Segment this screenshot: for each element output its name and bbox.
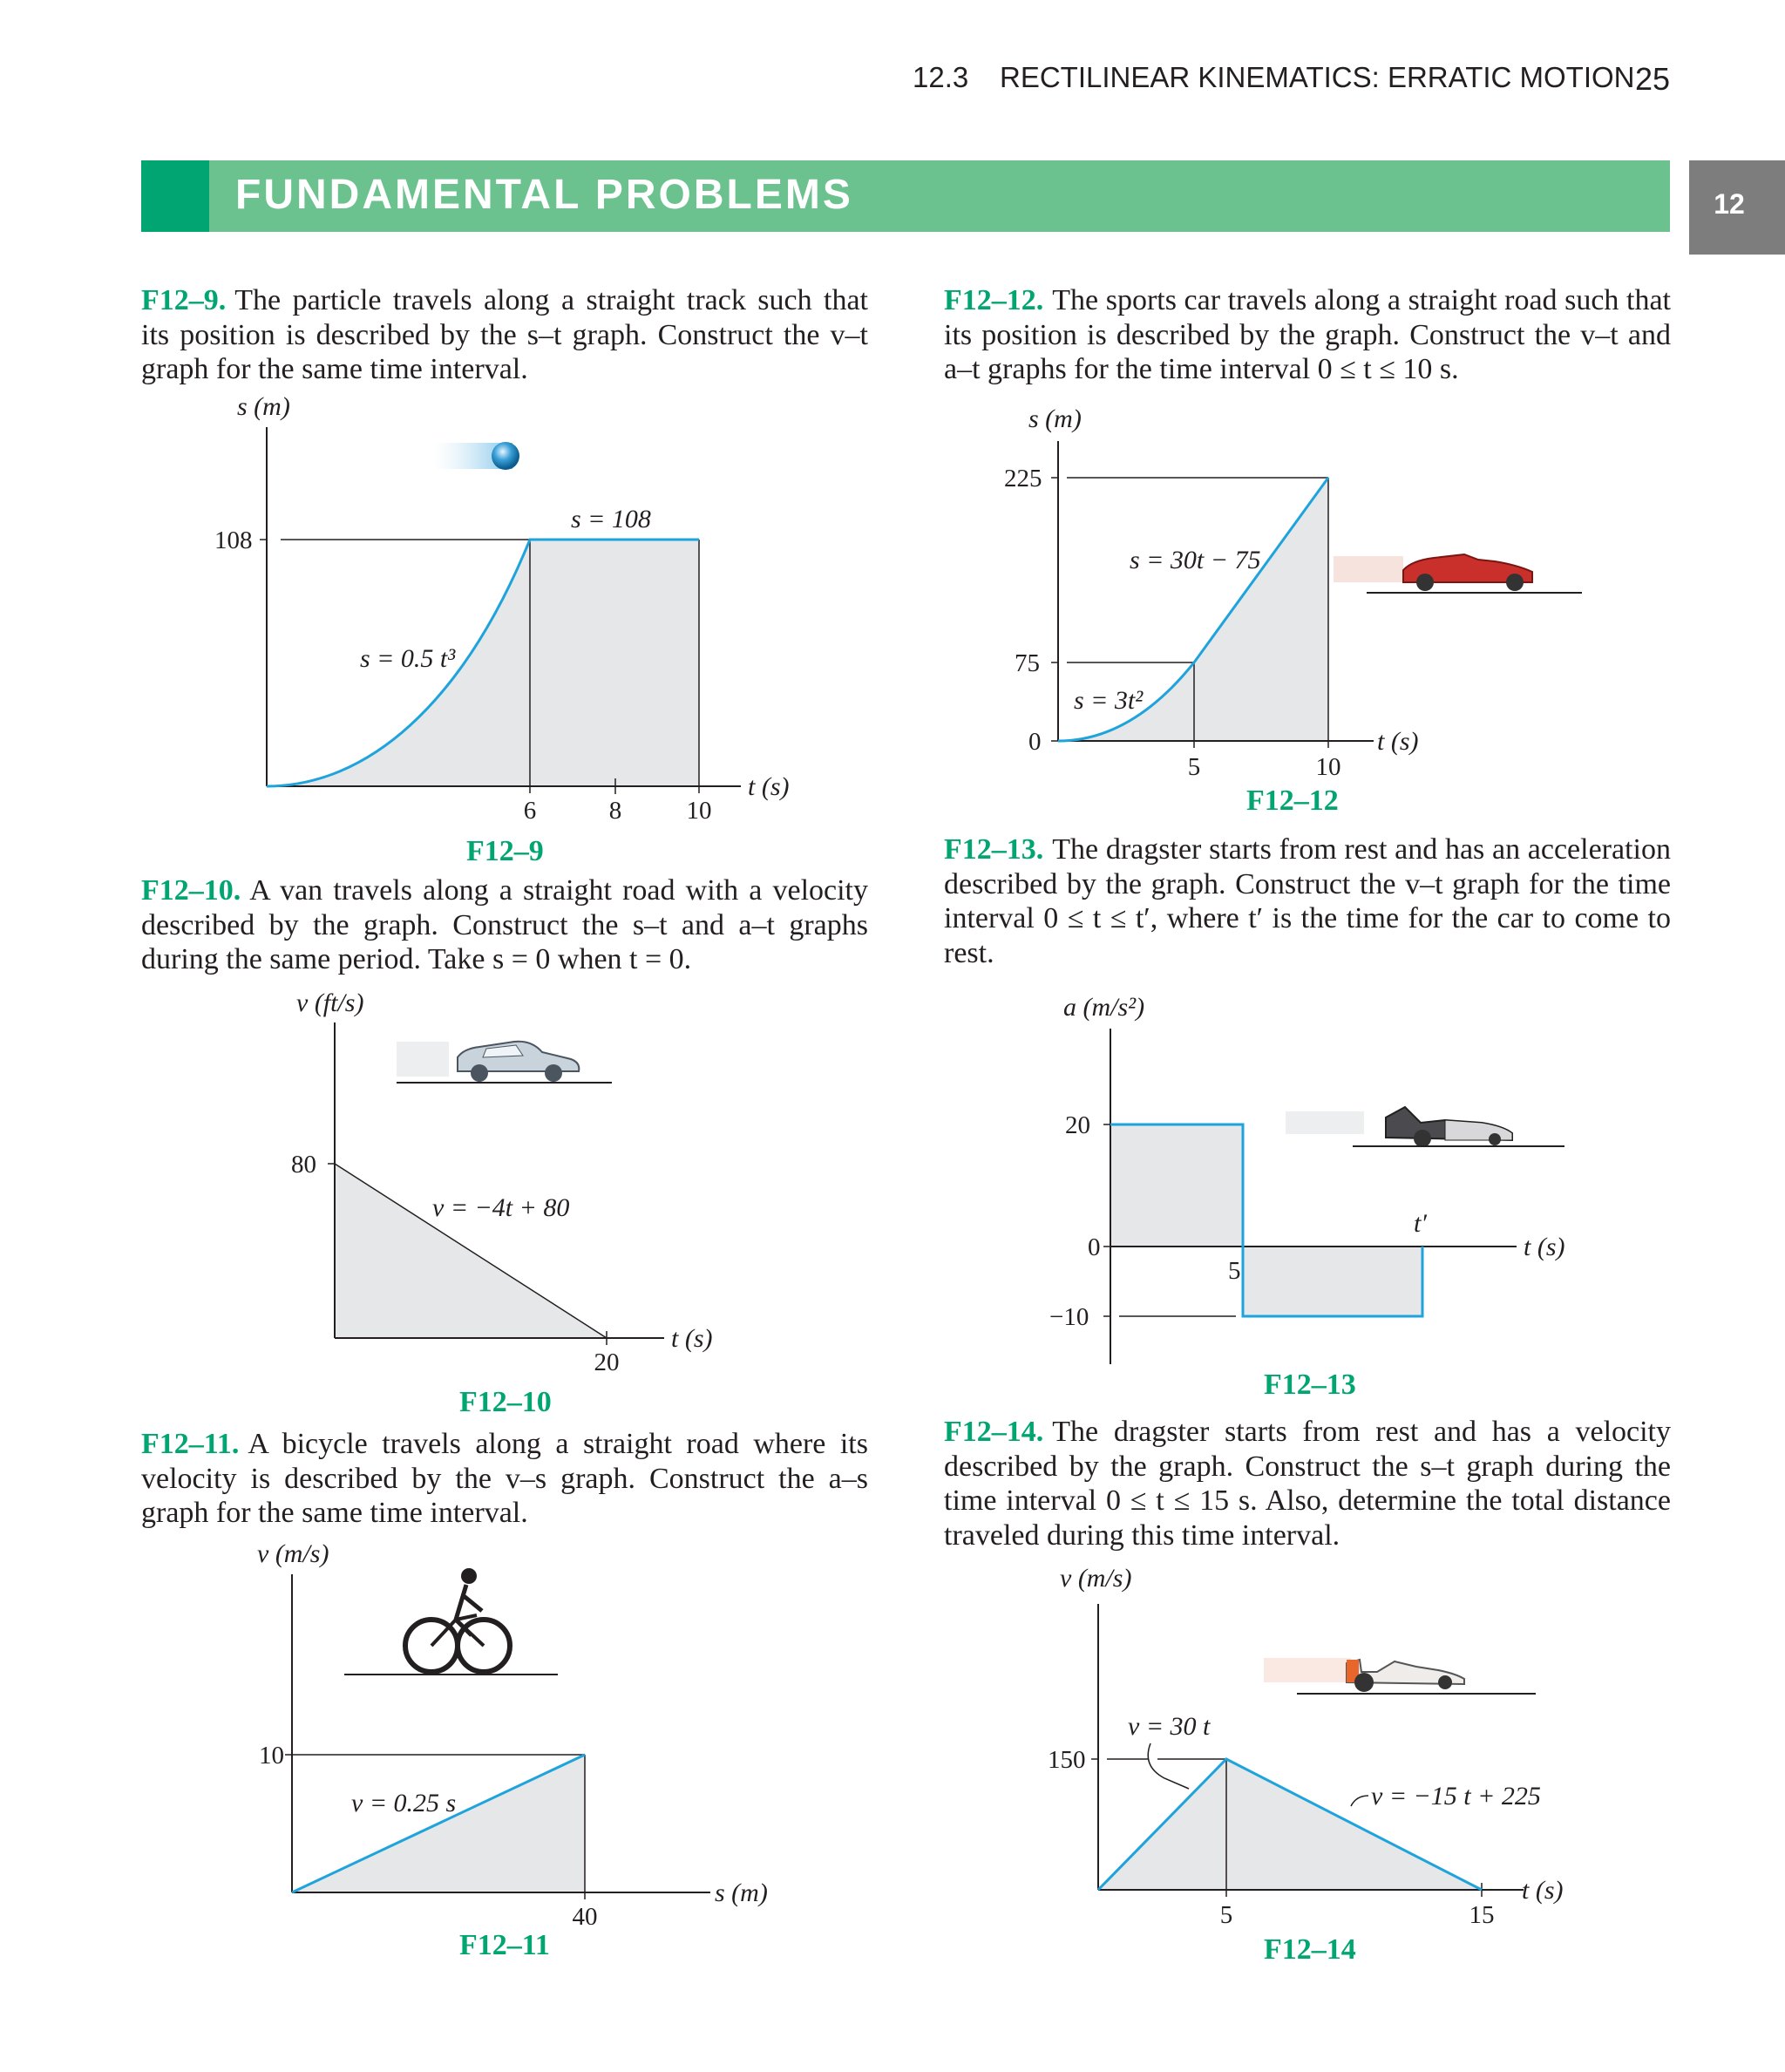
y-tick-20: 20 [1065,1111,1090,1139]
x-axis-label: t (s) [1522,1876,1564,1905]
x-axis-label: t (s) [1524,1233,1565,1261]
figure-caption-f12-10: F12–10 [459,1386,552,1418]
y-axis-label: v (ft/s) [296,988,364,1017]
equation-s-cubic: s = 0.5 t³ [360,644,456,673]
area-under-line [1098,1759,1482,1890]
figure-caption-f12-13: F12–13 [1264,1369,1356,1401]
problem-text: A bicycle travels along a straight road where its velocity is described by the v–s graph. Construct the a–s graph for the same time interval. [141,1428,868,1529]
y-tick-0: 0 [1088,1233,1101,1261]
y-axis-label: s (m) [1028,404,1082,433]
figure-f12-10 [261,981,750,1382]
equation-v-of-s: v = 0.25 s [351,1789,457,1817]
x-axis-label: t (s) [748,772,790,801]
figure-f12-14 [1028,1560,1621,1926]
area-under-curve [267,540,699,786]
figure-f12-11 [248,1532,771,1925]
x-axis-label: t (s) [671,1324,713,1353]
x-tick-5: 5 [1228,1257,1241,1285]
problem-f12-11 [141,1427,868,1531]
figure-caption-f12-12: F12–12 [1246,785,1339,817]
x-tick-40: 40 [572,1903,598,1925]
y-tick-108: 108 [214,526,253,554]
figure-caption-f12-9: F12–9 [466,835,544,867]
figure-f12-12 [994,399,1621,783]
equation-v-falling: v = −15 t + 225 [1371,1782,1541,1810]
sports-car-icon [1334,554,1582,593]
problem-f12-14 [944,1415,1671,1552]
problem-f12-10 [141,873,868,977]
problem-text: The dragster starts from rest and has a velocity described by the graph. Construct the s–t graph during the time interval 0 ≤ t ≤ 15 s. Also, determine the total distance traveled during this time interval. [944,1416,1671,1552]
particle-ball-icon [492,442,519,470]
bicycle-icon [344,1568,558,1675]
x-tick-5: 5 [1219,1901,1233,1926]
x-tick-20: 20 [594,1348,620,1376]
figure-caption-f12-14: F12–14 [1264,1933,1356,1966]
chapter-tab-number: 12 [1714,188,1745,220]
problem-number: F12–10. [141,874,241,907]
leader-line-eq1 [1148,1743,1189,1789]
problem-f12-9 [141,283,868,387]
x-tick-5: 5 [1187,753,1201,781]
x-axis-label: s (m) [715,1878,768,1907]
section-title: RECTILINEAR KINEMATICS: ERRATIC MOTION [1000,61,1635,93]
equation-v-rising: v = 30 t [1128,1712,1211,1741]
banner-accent-square [141,160,209,232]
problem-number: F12–13. [944,833,1044,866]
figure-f12-9 [200,392,811,837]
y-tick-10: 10 [259,1742,284,1770]
problem-number: F12–14. [944,1416,1044,1448]
x-axis-label: t (s) [1377,727,1419,756]
van-icon [397,1042,612,1083]
y-tick-150: 150 [1048,1746,1086,1774]
x-tick-10: 10 [1315,753,1341,781]
y-tick-neg10: −10 [1049,1303,1089,1331]
y-axis-label: s (m) [237,392,290,421]
leader-line-eq2 [1351,1796,1368,1806]
page-number: 25 [1635,61,1671,97]
problem-text: The particle travels along a straight track such that its position is described by the s–t graph. Construct the v–t graph for the same time interval. [141,284,868,385]
problem-text: A van travels along a straight road with a velocity described by the graph. Construct the s–t and a–t graphs during the same period. Take s = 0 when t = 0. [141,874,868,975]
y-axis-label: v (m/s) [257,1539,329,1568]
problem-number: F12–9. [141,284,227,316]
equation-s-linear: s = 30t − 75 [1130,546,1261,574]
y-tick-0: 0 [1028,728,1042,756]
positive-acceleration-area [1110,1124,1243,1247]
problem-text: The dragster starts from rest and has an acceleration described by the graph. Construct the v–t graph for the time interval 0 ≤ t ≤ t′, where t′ is the time for the car to come to rest. [944,833,1671,969]
equation-s-constant: s = 108 [571,505,651,533]
figure-f12-13 [1028,976,1612,1369]
t-prime-label: t′ [1414,1209,1427,1238]
problem-number: F12–12. [944,284,1044,316]
y-axis-label: a (m/s²) [1063,993,1145,1022]
problem-text: The sports car travels along a straight road such that its position is described by the graph. Construct the v–t and a–t graphs for the time interval 0 ≤ t ≤ 10 s. [944,284,1671,385]
y-tick-225: 225 [1004,465,1042,493]
race-car-icon [1264,1658,1536,1694]
equation-s-quadratic: s = 3t² [1074,686,1144,715]
y-tick-75: 75 [1015,649,1040,677]
problem-f12-12 [944,283,1671,387]
negative-acceleration-area [1243,1247,1422,1316]
y-axis-label: v (m/s) [1060,1564,1132,1593]
x-tick-10: 10 [686,797,712,825]
section-number: 12.3 [913,61,969,93]
banner-title: FUNDAMENTAL PROBLEMS [235,172,853,218]
y-tick-80: 80 [291,1151,316,1179]
problem-number: F12–11. [141,1428,240,1460]
figure-caption-f12-11: F12–11 [459,1929,550,1961]
x-tick-6: 6 [523,797,537,825]
x-tick-8: 8 [608,797,622,825]
equation-v-linear: v = −4t + 80 [432,1193,570,1222]
problem-f12-13 [944,832,1671,970]
x-tick-15: 15 [1469,1901,1495,1926]
dragster-icon [1286,1107,1564,1147]
